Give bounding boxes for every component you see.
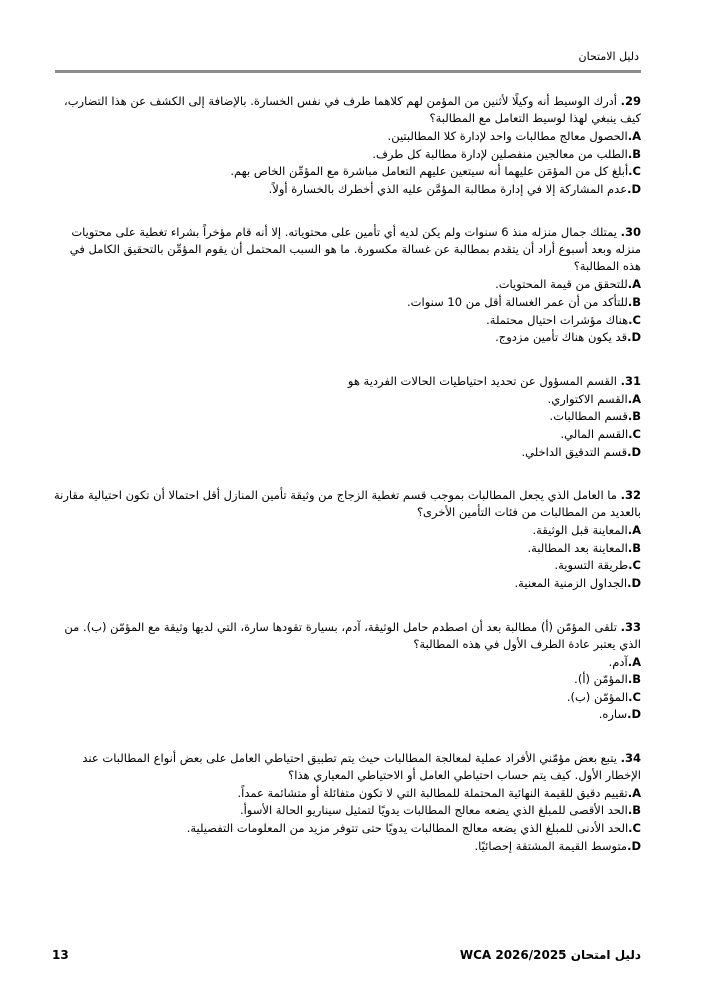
option-letter: C. [628, 558, 641, 573]
option-d [52, 444, 641, 462]
option-letter: A. [627, 654, 641, 669]
option-text: المؤمّن (ب). [566, 689, 629, 704]
questions-list [52, 93, 641, 881]
option-a [52, 128, 641, 146]
question-number: 34. [620, 750, 641, 765]
question-text: القسم المسؤول عن تحديد احتياطيات الحالات الفردية هو [347, 373, 617, 388]
option-text: عدم المشاركة إلا في إدارة مطالبة المؤمَّن عليه الذي أخطرك بالخسارة أولاً. [268, 181, 628, 196]
option-letter: D. [627, 444, 641, 459]
question-stem [52, 373, 641, 390]
question-stem [52, 93, 641, 127]
question-number: 30. [620, 225, 641, 240]
option-text: للتحقق من قيمة المحتويات. [495, 277, 628, 292]
option-b [52, 408, 641, 426]
option-text: الحد الأقصى للمبلغ الذي يضعه معالج المطالبات يدويًا لتمثيل سيناريو الحالة الأسوأ. [239, 803, 628, 818]
option-text: الجداول الزمنية المعنية. [514, 575, 628, 590]
option-text: المعاينة بعد المطالبة. [527, 540, 628, 555]
option-text: متوسط القيمة المشتقة إحصائيًا. [474, 838, 628, 853]
option-text: الحد الأدنى للمبلغ الذي يضعه معالج المطالبات يدويًا حتى تتوفر مزيد من المعلومات التفصيلية. [186, 821, 629, 836]
option-c [52, 820, 641, 838]
option-b [52, 671, 641, 689]
option-c [52, 163, 641, 181]
question-stem [52, 487, 641, 521]
option-b [52, 540, 641, 558]
question-text: تلقى المؤمّن (أ) مطالبة بعد أن اصطدم حامل الوثيقة، آدم، بسيارة تقودها سارة، التي لديها وثيقة مع المؤمّن (ب). من الذي يعتبر عادة الطرف الأول في هذه المطالبة؟ [64, 619, 641, 651]
option-b [52, 294, 641, 312]
option-letter: D. [627, 707, 641, 722]
option-text: طريقة التسوية. [554, 558, 629, 573]
option-a [52, 276, 641, 294]
question-text: يتبع بعض مؤمّني الأفراد عملية لمعالجة المطالبات حيث يتم تطبيق احتياطي العامل على بعض أنواع المطالبات عند الإخطار الأول. كيف يتم حساب احتياطي العامل أو الاحتياطي المعياري هذا؟ [82, 750, 641, 782]
option-d [52, 181, 641, 199]
question-33 [52, 619, 641, 724]
option-c [52, 312, 641, 330]
option-letter: B. [627, 409, 641, 424]
option-text: المؤمّن (أ). [574, 672, 628, 687]
option-text: الحصول معالج مطالبات واحد لإدارة كلا المطالبتين. [387, 129, 628, 143]
option-c [52, 426, 641, 444]
option-letter: B. [627, 540, 641, 555]
option-letter: A. [627, 391, 641, 406]
question-31 [52, 373, 641, 461]
option-a [52, 522, 641, 540]
option-letter: C. [628, 312, 641, 327]
question-32 [52, 487, 641, 592]
option-text: آدم. [608, 654, 628, 669]
option-text: قد يكون هناك تأمين مزدوج. [495, 330, 628, 345]
option-d [52, 575, 641, 593]
option-letter: C. [628, 164, 641, 179]
question-text: يمتلك جمال منزله منذ 6 سنوات ولم يكن لديه أي تأمين على محتوياته. إلا أنه قام مؤخراً بشراء تغطية على محتويات منزله وبعد أسبوع أراد أن يتقدم بمطالبة عن غسالة مكسورة. ما هو السبب المحتمل أن يقوم المؤمِّن بالتحقيق الكامل في هذه المطالبة؟ [69, 225, 641, 274]
option-text: الطلب من معالجين منفصلين لإدارة مطالبة كل طرف. [372, 146, 628, 161]
option-d [52, 329, 641, 347]
option-text: قسم المطالبات. [549, 409, 628, 424]
question-number: 32. [620, 488, 641, 503]
option-letter: A. [627, 523, 641, 538]
option-a [52, 391, 641, 409]
option-letter: B. [627, 146, 641, 161]
question-number: 33. [620, 619, 641, 634]
option-letter: C. [628, 426, 641, 441]
question-number: 31. [620, 373, 641, 388]
option-letter: D. [627, 575, 641, 590]
option-letter: C. [628, 689, 641, 704]
question-stem [52, 750, 641, 784]
option-text: القسم الاكتواري. [547, 391, 628, 406]
option-text: المعاينة قبل الوثيقة. [532, 523, 628, 538]
option-b [52, 146, 641, 164]
question-stem [52, 224, 641, 275]
page-header-title: دليل الامتحان [578, 50, 639, 63]
option-text: القسم المالي. [560, 426, 629, 441]
option-d [52, 838, 641, 856]
option-d [52, 706, 641, 724]
option-letter: A. [627, 277, 641, 292]
option-b [52, 802, 641, 820]
question-text: أدرك الوسيط أنه وكيلًا لأثنين من المؤمن لهم كلاهما طرف في نفس الخسارة. بالإضافة إلى الكشف عن هذا التضارب، كيف ينبغي لهذا لوسيط التعامل مع المطالبة؟ [63, 94, 641, 125]
question-stem [52, 619, 641, 653]
question-text: ما العامل الذي يجعل المطالبات بموجب قسم تغطية الزجاج من وثيقة تأمين المنازل أقل احتمالا أن تكون احتيالية مقارنة بالعديد من المطالبات من فئات التأمين الأخرى؟ [53, 488, 641, 520]
option-letter: D. [627, 838, 641, 853]
option-letter: D. [627, 181, 641, 196]
footer-title: دليل امتحان WCA 2026/2025 [459, 948, 641, 962]
option-letter: B. [627, 803, 641, 818]
option-c [52, 689, 641, 707]
option-letter: B. [627, 672, 641, 687]
option-letter: D. [627, 330, 641, 345]
header-divider [55, 70, 641, 73]
option-c [52, 557, 641, 575]
option-letter: C. [628, 821, 641, 836]
option-a [52, 654, 641, 672]
question-29 [52, 93, 641, 198]
option-text: للتأكد من أن عمر الغسالة أقل من 10 سنوات. [407, 294, 628, 309]
question-30 [52, 224, 641, 346]
option-letter: A. [627, 129, 641, 143]
option-text: هناك مؤشرات احتيال محتملة. [486, 312, 629, 327]
question-number: 29. [620, 94, 641, 108]
option-text: تقييم دقيق للقيمة النهائية المحتملة للمطالبة التي لا تكون متفائلة أو متشائمة عمداً. [237, 785, 628, 800]
option-text: أبلغ كل من المؤمَن عليهما أنه سيتعين عليهم التعامل مباشرة مع المؤمِّن الخاص بهم. [230, 164, 629, 179]
option-text: ساره. [598, 707, 628, 722]
page-number: 13 [52, 948, 69, 962]
option-letter: A. [627, 785, 641, 800]
question-34 [52, 750, 641, 855]
option-a [52, 785, 641, 803]
option-text: قسم التدقيق الداخلي. [521, 444, 628, 459]
option-letter: B. [627, 294, 641, 309]
